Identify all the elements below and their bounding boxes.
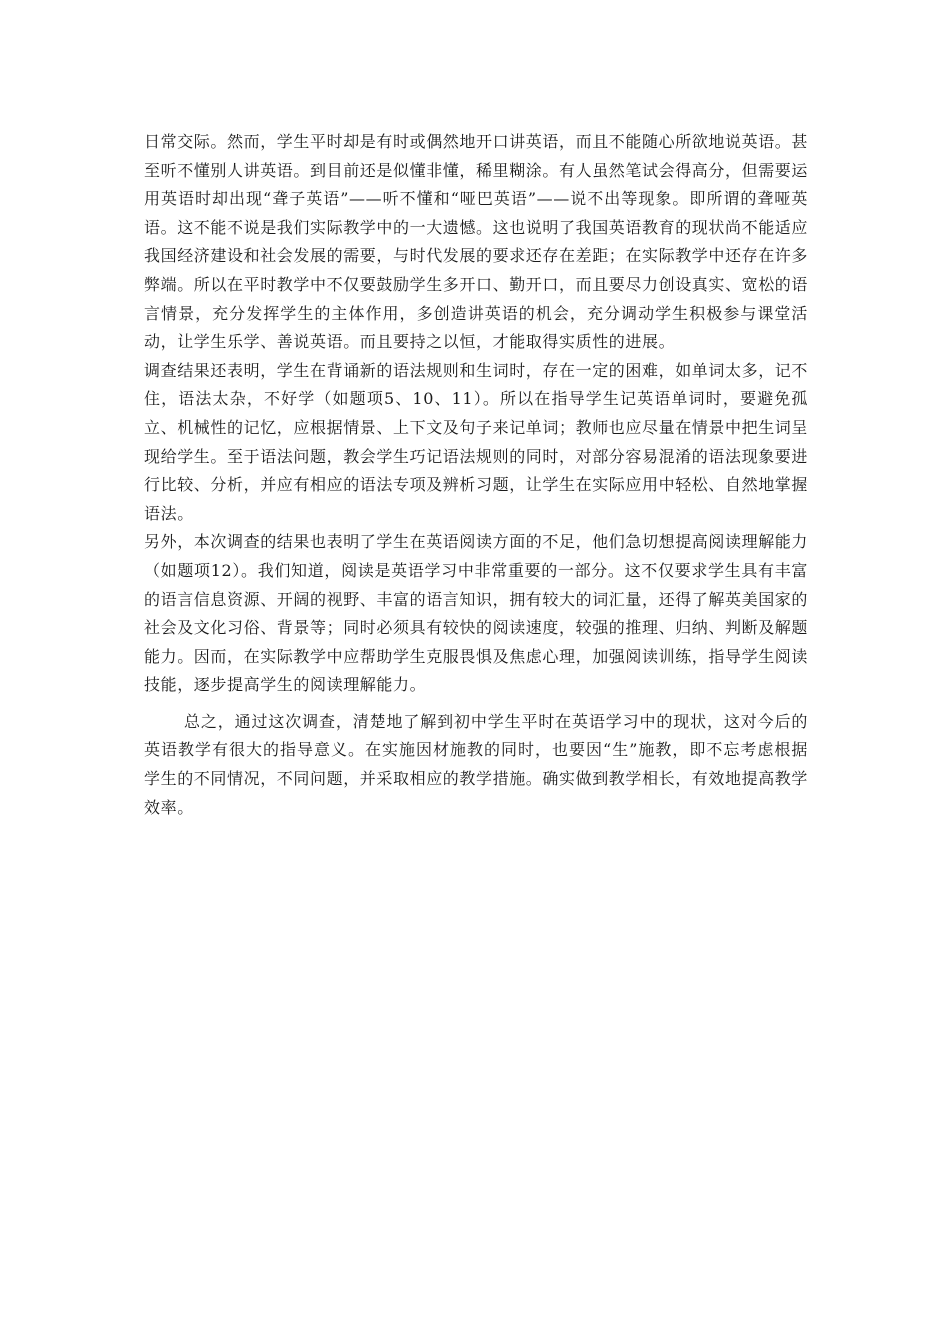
document-body: [144, 128, 808, 822]
paragraph-conclusion: 总之，通过这次调查，清楚地了解到初中学生平时在英语学习中的现状，这对今后的英语教学有很大的指导意义。在实施因材施教的同时，也要因“生”施教，即不忘考虑根据学生的不同情况，不同问题，并采取相应的教学措施。确实做到教学相长，有效地提高教学效率。: [144, 711, 809, 817]
paragraph-vocabulary-grammar: 调查结果还表明，学生在背诵新的语法规则和生词时，存在一定的困难，如单词太多，记不住，语法太杂，不好学（如题项5、10、11）。所以在指导学生记英语单词时，要避免孤立、机械性的记忆，应根据情景、上下文及句子来记单词；教师也应尽量在情景中把生词呈现给学生。至于语法问题，教会学生巧记语法规则的同时，对部分容易混淆的语法现象要进行比较、分析，并应有相应的语法专项及辨析习题，让学生在实际应用中轻松、自然地掌握语法。: [144, 360, 809, 523]
paragraph-reading: 另外，本次调查的结果也表明了学生在英语阅读方面的不足，他们急切想提高阅读理解能力（如题项12）。我们知道，阅读是英语学习中非常重要的一部分。这不仅要求学生具有丰富的语言信息资源、开阔的视野、丰富的语言知识，拥有较大的词汇量，还得了解英美国家的社会及文化习俗、背景等；同时必须具有较快的阅读速度，较强的推理、归纳、判断及解题能力。因而，在实际教学中应帮助学生克服畏惧及焦虑心理，加强阅读训练，指导学生阅读技能，逐步提高学生的阅读理解能力。: [144, 532, 809, 695]
paragraph-speaking: 日常交际。然而，学生平时却是有时或偶然地开口讲英语，而且不能随心所欲地说英语。甚至听不懂别人讲英语。到目前还是似懂非懂，稀里糊涂。有人虽然笔试会得高分，但需要运用英语时却出现“聋子英语”——听不懂和“哑巴英语”——说不出等现象。即所谓的聋哑英语。这不能不说是我们实际教学中的一大遗憾。这也说明了我国英语教育的现状尚不能适应我国经济建设和社会发展的需要，与时代发展的要求还存在差距；在实际教学中还存在许多弊端。所以在平时教学中不仅要鼓励学生多开口、勤开口，而且要尽力创设真实、宽松的语言情景，充分发挥学生的主体作用，多创造讲英语的机会，充分调动学生积极参与课堂活动，让学生乐学、善说英语。而且要持之以恒，才能取得实质性的进展。: [144, 132, 809, 352]
